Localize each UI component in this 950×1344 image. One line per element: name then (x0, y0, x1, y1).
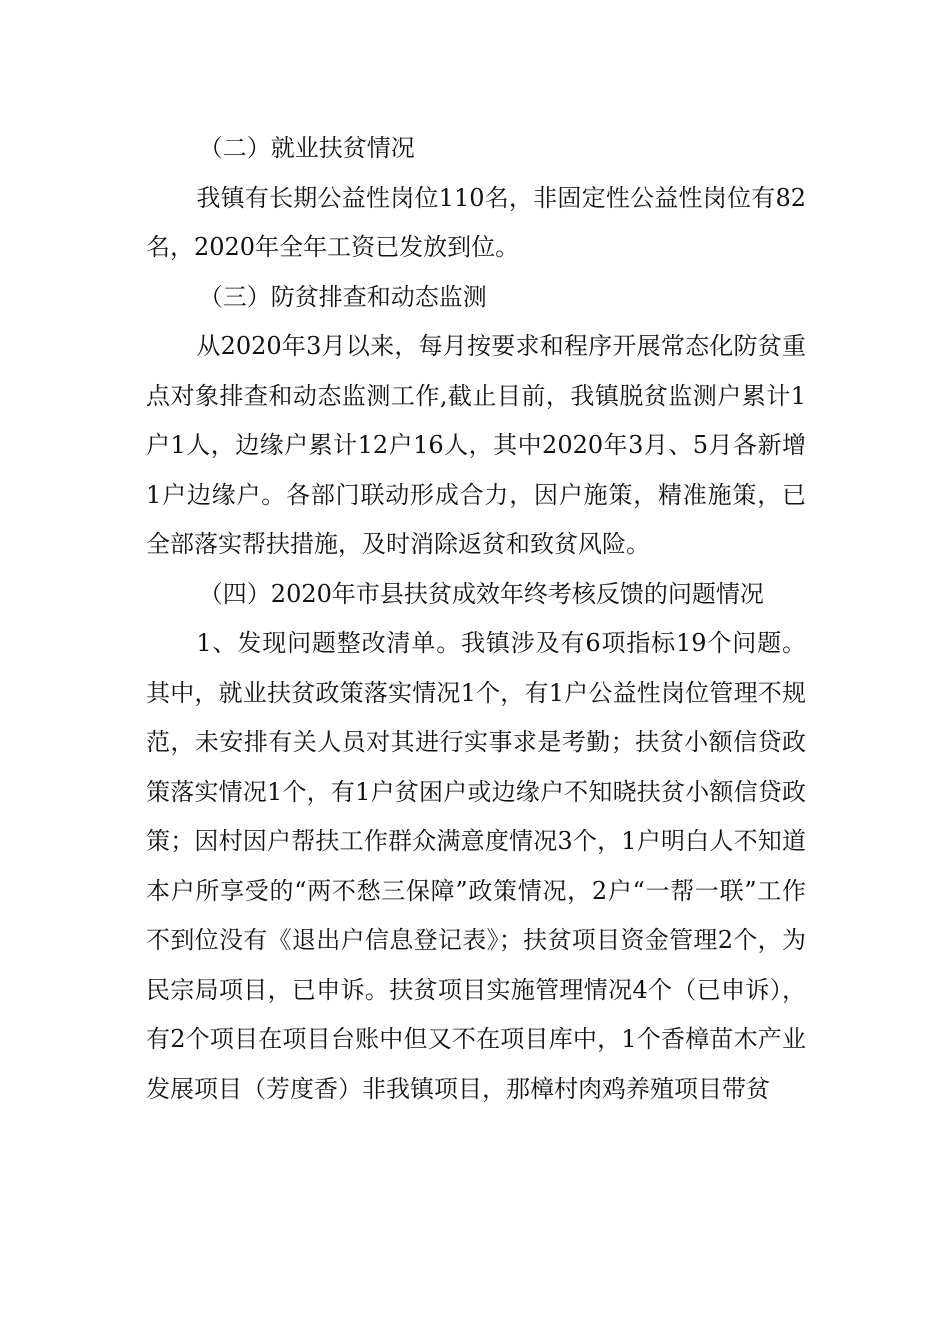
paragraph-issue-list: 1、发现问题整改清单。我镇涉及有6项指标19个问题。其中，就业扶贫政策落实情况1个，有1户公益性岗位管理不规范，未安排有关人员对其进行实事求是考勤；扶贫小额信贷政策落实情况1个，有1户贫困户或边缘户不知晓扶贫小额信贷政策；因村因户帮扶工作群众满意度情况3个，1户明白人不知道本户所享受的“两不愁三保障”政策情况，2户“一帮一联”工作不到位没有《退出户信息登记表》；扶贫项目资金管理2个，为民宗局项目，已申诉。扶贫项目实施管理情况4个（已申诉），有2个项目在项目台账中但又不在项目库中，1个香樟苗木产业发展项目（芳度香）非我镇项目，那樟村肉鸡养殖项目带贫 (146, 629, 806, 1103)
section-heading-monitoring: （三）防贫排查和动态监测 (198, 282, 487, 311)
section-heading-assessment: （四）2020年市县扶贫成效年终考核反馈的问题情况 (198, 579, 764, 608)
document-body (146, 124, 806, 1114)
paragraph-monitoring: 从2020年3月以来，每月按要求和程序开展常态化防贫重点对象排查和动态监测工作,截止目前，我镇脱贫监测户累计1户1人，边缘户累计12户16人，其中2020年3月、5月各新增1户边缘户。各部门联动形成合力，因户施策，精准施策，已全部落实帮扶措施，及时消除返贫和致贫风险。 (146, 332, 806, 558)
section-heading-employment: （二）就业扶贫情况 (198, 134, 415, 162)
paragraph-employment: 我镇有长期公益性岗位110名，非固定性公益性岗位有82名，2020年全年工资已发放到位。 (146, 183, 806, 261)
